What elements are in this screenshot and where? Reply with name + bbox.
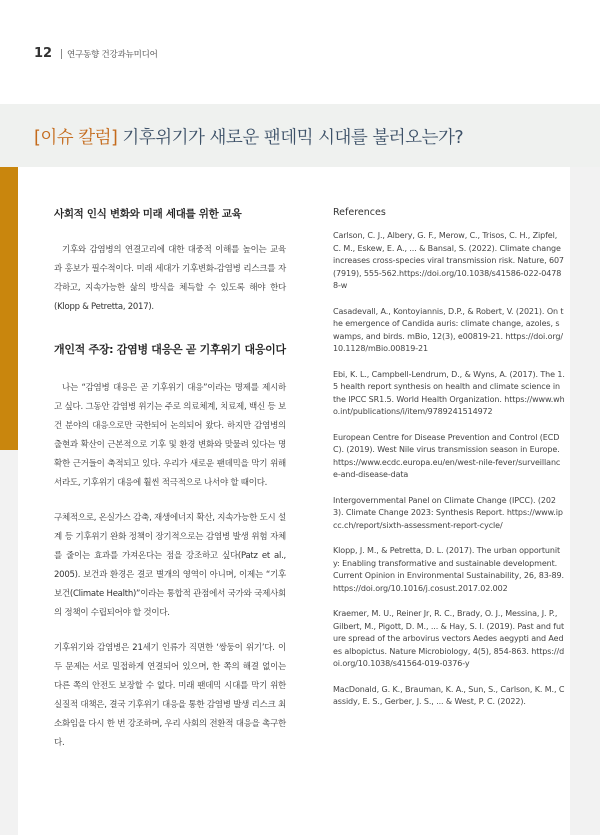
article-title-text: 기후위기가 새로운 팬데믹 시대를 불러오는가?: [122, 128, 464, 148]
references-column: [333, 207, 565, 722]
paragraph: 기후위기와 감염병은 21세기 인류가 직면한 ‘쌍둥이 위기’다. 이 두 문제는 서로 밀접하게 연결되어 있으며, 한 쪽의 해결 없이는 다른 쪽의 안전도 보장할 수 없다. 미래 팬데믹 시대를 막기 위한 실질적 대책은, 결국 기후위기 대응을 통한 감염병 발생 리스크 최소화임을 다시 한 번 강조하며, 우리 사회의 전환적 대응을 촉구한다.: [54, 643, 286, 748]
reference-item: Klopp, J. M., & Petretta, D. L. (2017). The urban opportunity: Enabling transformative and sustainable development. Current Opinion in Environmental Sustainability, 26, 83-89. https://doi.org/10.1016/j.cosust.2017.02.002: [333, 546, 564, 593]
article-title-tag: [이슈 칼럼]: [34, 128, 118, 148]
section-heading-education: 사회적 인식 변화와 미래 세대를 위한 교육: [54, 208, 242, 220]
paragraph: 구체적으로, 온실가스 감축, 재생에너지 확산, 지속가능한 도시 설계 등 기후위기 완화 정책이 장기적으로는 감염병 발생 위험 자체를 줄이는 효과를 가져온다는 점을 강조하고 싶다(Patz et al., 2005). 보건과 환경은 결코 별개의 영역이 아니며, 이제는 “기후보건(Climate Health)”이라는 통합적 관점에서 국가와 국제사회의 정책이 수립되어야 할 것이다.: [54, 513, 286, 618]
paragraph: 나는 “감염병 대응은 곧 기후위기 대응”이라는 명제를 제시하고 싶다. 그동안 감염병 위기는 주로 의료체계, 치료제, 백신 등 보건 분야의 대응으로만 국한되어 논의되어 왔다. 하지만 감염병의 출현과 확산이 근본적으로 기후 및 환경 변화와 맞물려 있다는 명확한 근거들이 축적되고 있다. 우리가 새로운 팬데믹을 막기 위해서라도, 기후위기 대응에 훨씬 적극적으로 나서야 할 때이다.: [54, 383, 286, 488]
reference-item: European Centre for Disease Prevention and Control (ECDC). (2019). West Nile virus transmission season in Europe. https://www.ecdc.europa.eu/en/west-nile-fever/surveillance-and-disease-data: [333, 432, 561, 479]
reference-item: Intergovernmental Panel on Climate Change (IPCC). (2023). Climate Change 2023: Synthesis Report. https://www.ipcc.ch/report/sixth-assessment-report-cycle/: [333, 495, 563, 530]
references-heading: References: [333, 207, 386, 218]
paragraph-education: 기후와 감염병의 연결고리에 대한 대중적 이해를 높이는 교육과 홍보가 필수적이다. 미래 세대가 기후변화-감염병 리스크를 자각하고, 지속가능한 삶의 방식을 체득할 수 있도록 해야 한다(Klopp & Petretta, 2017).: [54, 245, 286, 312]
article-title: [34, 124, 463, 149]
reference-item: Kraemer, M. U., Reiner Jr, R. C., Brady, O. J., Messina, J. P., Gilbert, M., Pigott, D. M., ... & Hay, S. I. (2019). Past and future spread of the arbovirus vectors Aedes aegypti and Aedes albopictus. Nature Microbiology, 4(5), 854-863. https://doi.org/10.1038/s41564-019-0376-y: [333, 609, 565, 668]
page-number: 12: [34, 46, 53, 61]
publication-name: 연구동향 건강과뉴미디어: [67, 50, 158, 60]
accent-side-bar: [0, 167, 18, 450]
header-separator: [61, 49, 62, 59]
section-heading-opinion: 개인적 주장: 감염병 대응은 곧 기후위기 대응이다: [54, 343, 286, 356]
reference-item: MacDonald, G. K., Brauman, K. A., Sun, S., Carlson, K. M., Cassidy, E. S., Gerber, J. S., ... & West, P. C. (2022).: [333, 684, 565, 706]
page-header: [0, 0, 600, 104]
main-column: [54, 206, 286, 753]
reference-item: Carlson, C. J., Albery, G. F., Merow, C., Trisos, C. H., Zipfel, C. M., Eskew, E. A., ... & Bansal, S. (2022). Climate change increases cross-species viral transmission risk. Nature, 607(7919), 555-562.https://doi.org/10.1038/s41586-022-04788-w: [333, 231, 564, 290]
reference-item: Ebi, K. L., Campbell-Lendrum, D., & Wyns, A. (2017). The 1.5 health report synthesis on health and climate science in the IPCC SR1.5. World Health Organization. https://www.who.int/publications/i/item/9789241514972: [333, 369, 565, 416]
reference-item: Casadevall, A., Kontoyiannis, D.P., & Robert, V. (2021). On the emergence of Candida auris: climate change, azoles, swamps, and birds. mBio, 12(3), e00819-21. https://doi.org/10.1128/mBio.00819-21: [333, 306, 564, 353]
